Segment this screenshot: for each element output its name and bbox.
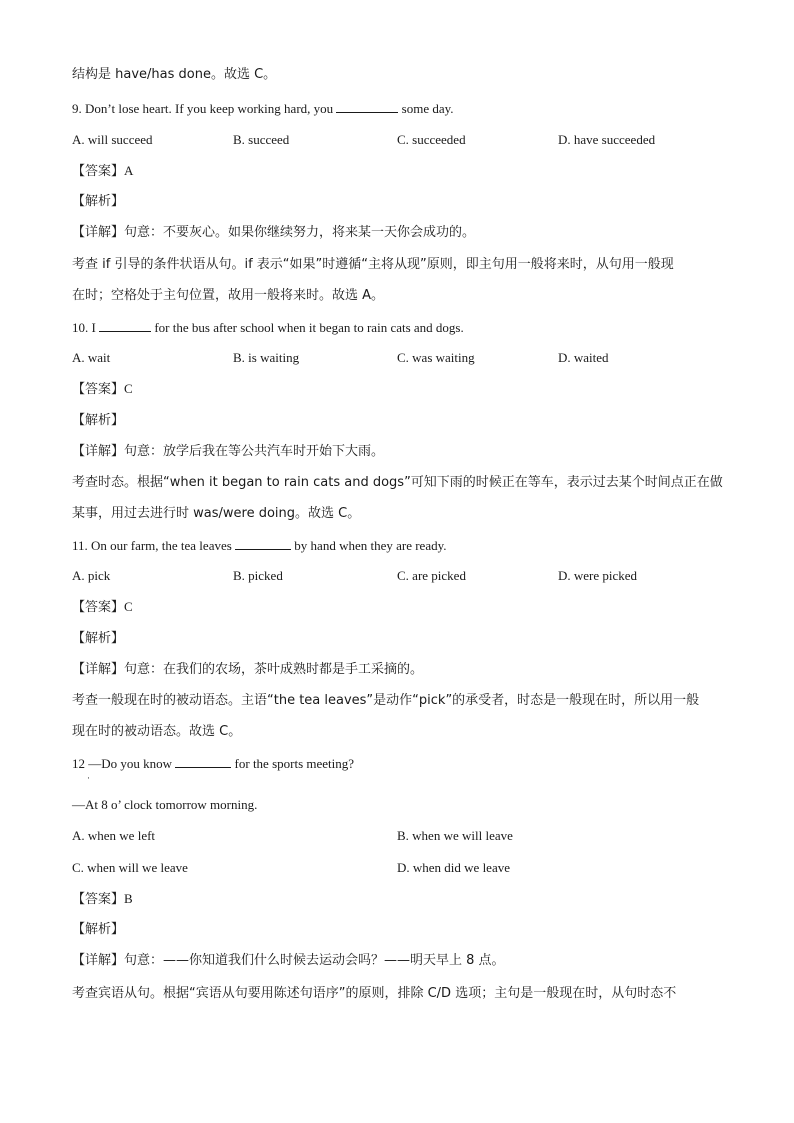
q11-explanation-1: 考查一般现在时的被动语态。主语“the tea leaves”是动作“pick”的承受者，时态是一般现在时，所以用一般 (72, 693, 700, 708)
answer-tag: 【答案】 (72, 892, 125, 907)
question-10 (72, 319, 464, 336)
answer-value: A (124, 163, 134, 178)
q9-option-d: D. have succeeded (558, 132, 656, 147)
q10-answer (72, 381, 133, 398)
q9-option-c: C. succeeded (397, 132, 466, 147)
question-9-blank (336, 100, 398, 113)
q12-analysis-tag: 【解析】 (72, 922, 125, 937)
answer-value: C (124, 381, 133, 396)
question-12-stem-end: for the sports meeting? (234, 756, 355, 771)
q10-option-c: C. was waiting (397, 350, 475, 365)
answer-tag: 【答案】 (72, 164, 125, 179)
question-9-stem: 9. Don’t lose heart. If you keep working hard, you (72, 101, 334, 116)
q11-option-c: C. are picked (397, 568, 466, 583)
q10-option-d: D. waited (558, 350, 609, 365)
question-11 (72, 537, 447, 554)
q9-option-b: B. succeed (233, 132, 290, 147)
question-10-blank (99, 319, 151, 332)
q11-option-d: D. were picked (558, 568, 638, 583)
q12-option-c: C. when will we leave (72, 860, 188, 875)
q11-explanation-2: 现在时的被动语态。故选 C。 (72, 724, 242, 739)
question-12-stem: 12 —Do you know (72, 756, 173, 771)
q12-option-a: A. when we left (72, 828, 156, 843)
q10-explanation-2: 某事，用过去进行时 was/were doing。故选 C。 (72, 506, 361, 521)
question-12 (72, 755, 354, 772)
q9-explanation-2: 在时；空格处于主句位置，故用一般将来时。故选 A。 (72, 288, 385, 303)
q12-detail: 【详解】句意：——你知道我们什么时候去运动会吗？——明天早上 8 点。 (72, 953, 505, 968)
q9-explanation-1: 考查 if 引导的条件状语从句。if 表示“如果”时遵循“主将从现”原则，即主句用一般将来时，从句用一般现 (72, 257, 674, 272)
q11-option-b: B. picked (233, 568, 283, 583)
question-9 (72, 100, 454, 117)
question-10-stem: 10. I (72, 320, 96, 335)
question-12-blank (175, 755, 231, 768)
question-11-stem-end: by hand when they are ready. (294, 538, 447, 553)
q9-option-a: A. will succeed (72, 132, 153, 147)
continued-explanation: 结构是 have/has done。故选 C。 (72, 67, 277, 82)
q12-option-d: D. when did we leave (397, 860, 510, 875)
question-10-stem-end: for the bus after school when it began to rain cats and dogs. (154, 320, 464, 335)
question-11-blank (235, 537, 291, 550)
q11-analysis-tag: 【解析】 (72, 631, 125, 646)
q10-option-b: B. is waiting (233, 350, 300, 365)
q12-option-b: B. when we will leave (397, 828, 513, 843)
q10-detail: 【详解】句意：放学后我在等公共汽车时开始下大雨。 (72, 444, 385, 459)
q9-answer (72, 163, 133, 180)
q10-option-a: A. wait (72, 350, 111, 365)
q12-explanation-1: 考查宾语从句。根据“宾语从句要用陈述句语序”的原则，排除 C/D 选项；主句是一般现在时，从句时态不 (72, 986, 677, 1001)
q12-reply: —At 8 o’ clock tomorrow morning. (72, 797, 258, 812)
question-11-stem: 11. On our farm, the tea leaves (72, 538, 232, 553)
q11-option-a: A. pick (72, 568, 111, 583)
question-9-stem-end: some day. (401, 101, 454, 116)
answer-tag: 【答案】 (72, 382, 125, 397)
answer-tag: 【答案】 (72, 600, 125, 615)
q11-answer (72, 599, 133, 616)
q9-analysis-tag: 【解析】 (72, 194, 125, 209)
q10-explanation-1: 考查时态。根据“when it began to rain cats and dogs”可知下雨的时候正在等车，表示过去某个时间点正在做 (72, 475, 723, 490)
q12-answer (72, 891, 133, 908)
answer-value: C (124, 599, 133, 614)
answer-value: B (124, 891, 133, 906)
q9-detail: 【详解】句意：不要灰心。如果你继续努力，将来某一天你会成功的。 (72, 225, 476, 240)
stray-dot: · (87, 773, 90, 783)
q10-analysis-tag: 【解析】 (72, 413, 125, 428)
q11-detail: 【详解】句意：在我们的农场，茶叶成熟时都是手工采摘的。 (72, 662, 424, 677)
